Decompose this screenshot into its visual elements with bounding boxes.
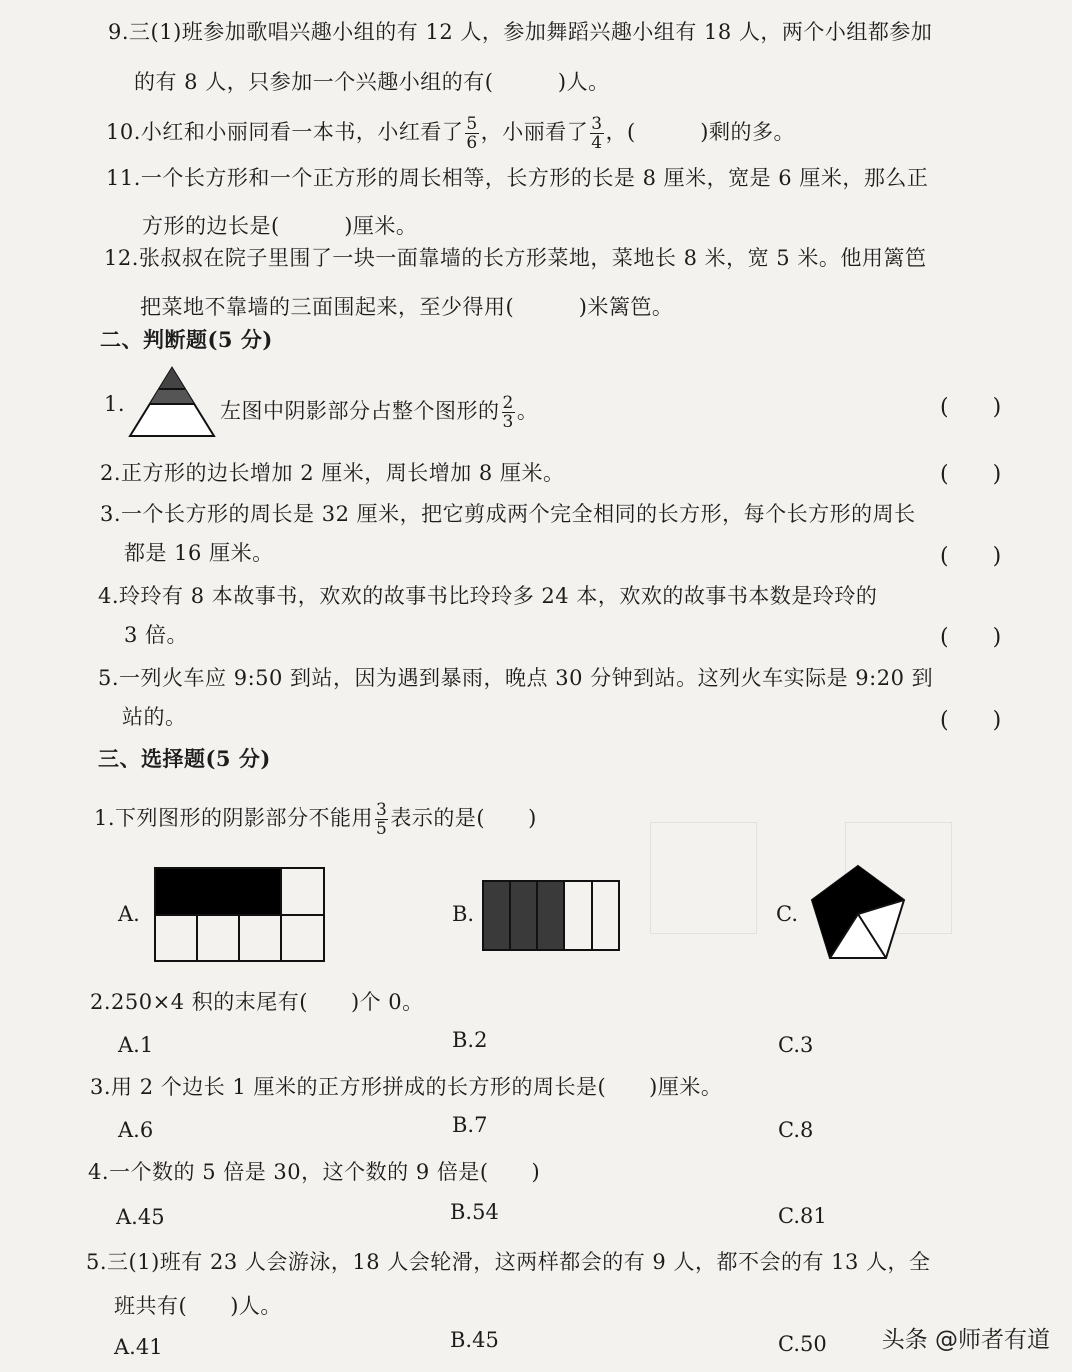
mc-q2-option-a[interactable]: A.1 [118,1033,154,1057]
q11-line2: 方形的边长是( )厘米。 [142,214,418,238]
mc-q2-text: 2.250×4 积的末尾有( )个 0。 [90,990,424,1014]
mc-q2-option-b[interactable]: B.2 [452,1028,488,1052]
option-a-grid-figure [154,867,326,963]
mc-q2-option-c[interactable]: C.3 [778,1033,814,1057]
q9-line1: 9.三(1)班参加歌唱兴趣小组的有 12 人，参加舞蹈兴趣小组有 18 人，两个小组都参加 [108,20,933,44]
tf-q4-line1: 4.玲玲有 8 本故事书，欢欢的故事书比玲玲多 24 本，欢欢的故事书本数是玲玲的 [98,584,878,608]
mc-q3-option-b[interactable]: B.7 [452,1113,488,1137]
mc-q3-text: 3.用 2 个边长 1 厘米的正方形拼成的长方形的周长是( )厘米。 [90,1075,723,1099]
mc-q4-option-a[interactable]: A.45 [116,1205,165,1229]
q11-line1: 11.一个长方形和一个正方形的周长相等，长方形的长是 8 厘米，宽是 6 厘米，那么正 [106,166,929,190]
tf-q4-answer-blank[interactable]: ( ) [940,625,1002,650]
tf-q2-answer-blank[interactable]: ( ) [940,462,1002,487]
mc-q1-text: 1.下列图形的阴影部分不能用 $\frac{3}{5}$ 表示的是( ) [94,800,537,839]
fraction-3-4: $\frac{3}{4}$ [591,114,603,153]
q12-line2: 把菜地不靠墙的三面围起来，至少得用( )米篱笆。 [140,295,674,319]
fraction-3-5: $\frac{3}{5}$ [376,800,388,839]
option-c-pentagon-figure [808,864,908,962]
watermark: 头条 @师者有道 [881,1327,1050,1353]
tf-q3-answer-blank[interactable]: ( ) [940,544,1002,569]
mc-q4-option-b[interactable]: B.54 [450,1200,499,1224]
q10 [106,115,795,152]
q9-line2: 的有 8 人，只参加一个兴趣小组的有( )人。 [134,70,610,94]
mc-q5-option-a[interactable]: A.41 [114,1335,163,1359]
tf-q2-text: 2.正方形的边长增加 2 厘米，周长增加 8 厘米。 [100,461,565,485]
mc-q5-option-c[interactable]: C.50 [778,1332,827,1356]
mc-q5-line2: 班共有( )人。 [114,1294,282,1318]
fraction-5-6: $\frac{5}{6}$ [466,114,478,153]
shaded-triangle-figure [128,366,216,440]
section2-title: 二、判断题(5 分) [100,327,273,352]
bleed-through-box [650,822,757,934]
q10-post: ，( )剩的多。 [605,120,795,144]
mc-q1-option-a-label[interactable]: A. [118,902,140,926]
mc-q1-option-b-label[interactable]: B. [452,902,475,926]
mc-q4-text: 4.一个数的 5 倍是 30，这个数的 9 倍是( ) [88,1160,541,1184]
option-b-strip-figure [482,880,622,952]
tf-q3-line2: 都是 16 厘米。 [124,541,274,565]
mc-q3-option-c[interactable]: C.8 [778,1118,814,1142]
mc-q4-option-c[interactable]: C.81 [778,1204,827,1228]
q12-line1: 12.张叔叔在院子里围了一块一面靠墙的长方形菜地，菜地长 8 米，宽 5 米。他用篱笆 [104,246,927,270]
section3-title: 三、选择题(5 分) [98,746,271,771]
tf-q1-number: 1. [104,392,126,416]
mc-q5-line1: 5.三(1)班有 23 人会游泳，18 人会轮滑，这两样都会的有 9 人，都不会的有 13 人，全 [86,1250,931,1274]
tf-q1-answer-blank[interactable]: ( ) [940,395,1002,420]
mc-q3-option-a[interactable]: A.6 [118,1118,154,1142]
q10-mid: ，小丽看了 [480,120,589,144]
tf-q3-line1: 3.一个长方形的周长是 32 厘米，把它剪成两个完全相同的长方形，每个长方形的周长 [100,502,916,526]
fraction-2-3: $\frac{2}{3}$ [502,393,514,432]
tf-q1-text: 左图中阴影部分占整个图形的 $\frac{2}{3}$ 。 [220,393,539,432]
tf-q5-line1: 5.一列火车应 9:50 到站，因为遇到暴雨，晚点 30 分钟到站。这列火车实际是 9:20 到 [98,666,934,690]
tf-q5-line2: 站的。 [122,705,187,729]
q10-pre: 10.小红和小丽同看一本书，小红看了 [106,120,464,144]
tf-q5-answer-blank[interactable]: ( ) [940,708,1002,733]
mc-q1-option-c-label[interactable]: C. [776,902,798,926]
mc-q5-option-b[interactable]: B.45 [450,1328,499,1352]
tf-q4-line2: 3 倍。 [124,623,189,647]
